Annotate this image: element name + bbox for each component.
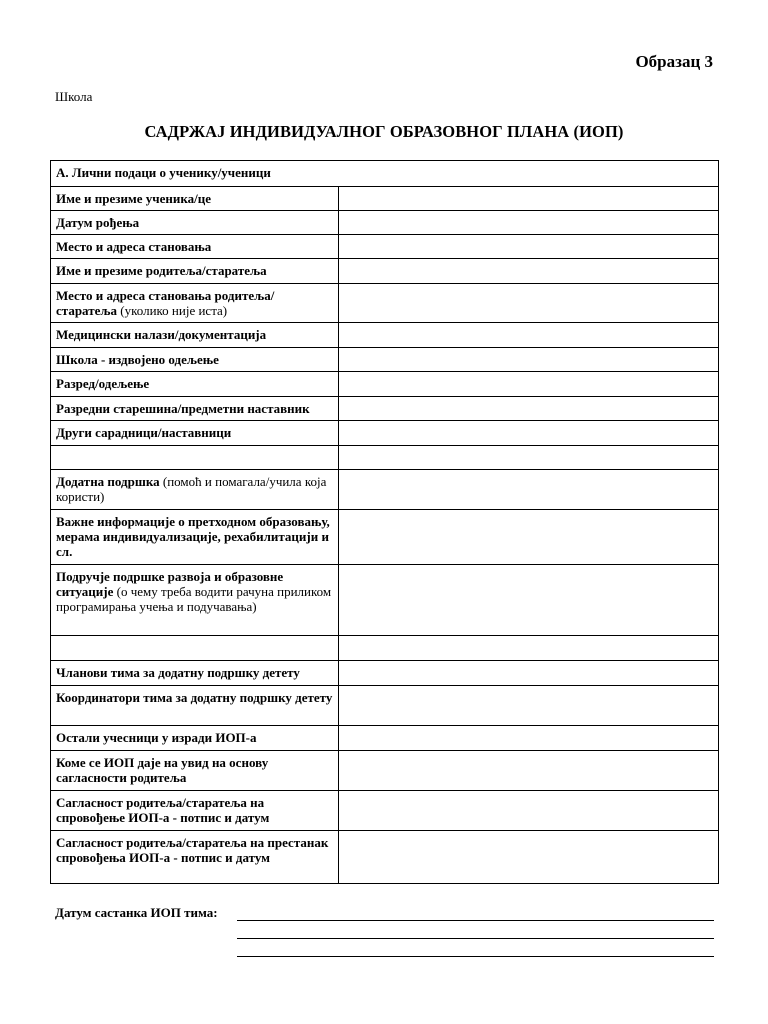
- row-label-bold: Име и презиме родитеља/старатеља: [56, 263, 267, 278]
- form-row: [51, 323, 719, 348]
- row-value-field[interactable]: [338, 686, 718, 726]
- row-value-field[interactable]: [338, 323, 718, 348]
- row-label: [51, 686, 339, 726]
- form-row: [51, 235, 719, 259]
- row-label-bold: Координатори тима за додатну подршку детету: [56, 690, 333, 705]
- row-label-bold: Име и презиме ученика/це: [56, 191, 212, 206]
- form-row: [51, 636, 719, 661]
- form-row: [51, 348, 719, 372]
- row-label-bold: Додатна подршка: [56, 474, 160, 489]
- form-row: [51, 397, 719, 421]
- row-value-field[interactable]: [338, 211, 718, 235]
- row-label-bold: Разредни старешина/предметни наставник: [56, 401, 310, 416]
- row-value-field[interactable]: [338, 284, 718, 323]
- form-number: Образац 3: [635, 52, 713, 71]
- form-row: [51, 470, 719, 510]
- form-row: [51, 831, 719, 884]
- row-value-field[interactable]: [338, 259, 718, 284]
- row-label-note: (помоћ и помагала/учила која користи): [56, 474, 327, 504]
- row-value-field[interactable]: [338, 470, 718, 510]
- row-label: [51, 421, 339, 446]
- row-label: [51, 187, 339, 211]
- row-label-bold: Место и адреса становања: [56, 239, 212, 254]
- form-row: [51, 259, 719, 284]
- row-value-field[interactable]: [338, 187, 718, 211]
- form-row: [51, 510, 719, 565]
- row-label-bold: Медицински налази/документација: [56, 327, 267, 342]
- row-value-field[interactable]: [338, 791, 718, 831]
- row-label-bold: Важне информације о претходном образовању, мерама индивидуализације, рехабилитацији и сл.: [56, 514, 330, 559]
- row-label-bold: Чланови тима за додатну подршку детету: [56, 665, 300, 680]
- row-label: [51, 372, 339, 397]
- form-row: [51, 421, 719, 446]
- row-label-note: (уколико није иста): [117, 303, 228, 318]
- row-label-bold: Сагласност родитеља/старатеља на престанак спровођења ИОП-а - потпис и датум: [56, 835, 329, 865]
- row-label-bold: Школа - издвојено одељење: [56, 352, 219, 367]
- row-label: [51, 211, 339, 235]
- form-row: [51, 726, 719, 751]
- row-value-field[interactable]: [338, 565, 718, 636]
- section-a-heading: А. Лични подаци о ученику/ученици: [51, 161, 719, 187]
- row-label: [51, 348, 339, 372]
- row-value-field[interactable]: [338, 510, 718, 565]
- form-row: [51, 565, 719, 636]
- row-value-field[interactable]: [338, 726, 718, 751]
- form-row: [51, 372, 719, 397]
- form-row: [51, 686, 719, 726]
- row-label: [51, 791, 339, 831]
- row-value-field[interactable]: [338, 348, 718, 372]
- row-label: [51, 323, 339, 348]
- row-label: [51, 284, 339, 323]
- row-value-field[interactable]: [338, 446, 718, 470]
- row-label: [51, 636, 339, 661]
- row-label-bold: Подручје подршке развоја и образовне ситуације: [56, 569, 284, 599]
- row-label-bold: Разред/одељење: [56, 376, 150, 391]
- row-label: [51, 397, 339, 421]
- document-title: САДРЖАЈ ИНДИВИДУАЛНОГ ОБРАЗОВНОГ ПЛАНА (ИОП): [144, 122, 624, 141]
- form-row: [51, 284, 719, 323]
- row-value-field[interactable]: [338, 636, 718, 661]
- row-value-field[interactable]: [338, 661, 718, 686]
- form-row: [51, 446, 719, 470]
- row-label: [51, 446, 339, 470]
- row-label-bold: Место и адреса становања родитеља/старатеља: [56, 288, 275, 318]
- meeting-date-line-3[interactable]: [237, 956, 714, 957]
- row-label-bold: Датум рођења: [56, 215, 140, 230]
- row-label: [51, 510, 339, 565]
- iop-form-table: [50, 160, 719, 884]
- form-row: [51, 751, 719, 791]
- form-row: [51, 211, 719, 235]
- section-header-row: [51, 161, 719, 187]
- school-label: Школа: [55, 89, 93, 104]
- meeting-date-label: Датум састанка ИОП тима:: [55, 905, 218, 920]
- row-label: [51, 831, 339, 884]
- row-value-field[interactable]: [338, 235, 718, 259]
- meeting-date-line-2[interactable]: [237, 938, 714, 939]
- row-label: [51, 661, 339, 686]
- row-label-bold: Коме се ИОП даје на увид на основу сагласности родитеља: [56, 755, 269, 785]
- form-row: [51, 187, 719, 211]
- row-label: [51, 751, 339, 791]
- row-label: [51, 726, 339, 751]
- row-value-field[interactable]: [338, 831, 718, 884]
- row-value-field[interactable]: [338, 372, 718, 397]
- row-label: [51, 259, 339, 284]
- row-label-bold: Сагласност родитеља/старатеља на спровођење ИОП-а - потпис и датум: [56, 795, 270, 825]
- row-value-field[interactable]: [338, 751, 718, 791]
- form-row: [51, 791, 719, 831]
- row-label-bold: Други сарадници/наставници: [56, 425, 232, 440]
- form-row: [51, 661, 719, 686]
- row-label-bold: Остали учесници у изради ИОП-а: [56, 730, 257, 745]
- row-label-note: (о чему треба водити рачуна приликом програмирања учења и подучавања): [56, 584, 332, 614]
- row-value-field[interactable]: [338, 421, 718, 446]
- meeting-date-line-1[interactable]: [237, 920, 714, 921]
- row-label: [51, 235, 339, 259]
- row-label: [51, 565, 339, 636]
- row-value-field[interactable]: [338, 397, 718, 421]
- row-label: [51, 470, 339, 510]
